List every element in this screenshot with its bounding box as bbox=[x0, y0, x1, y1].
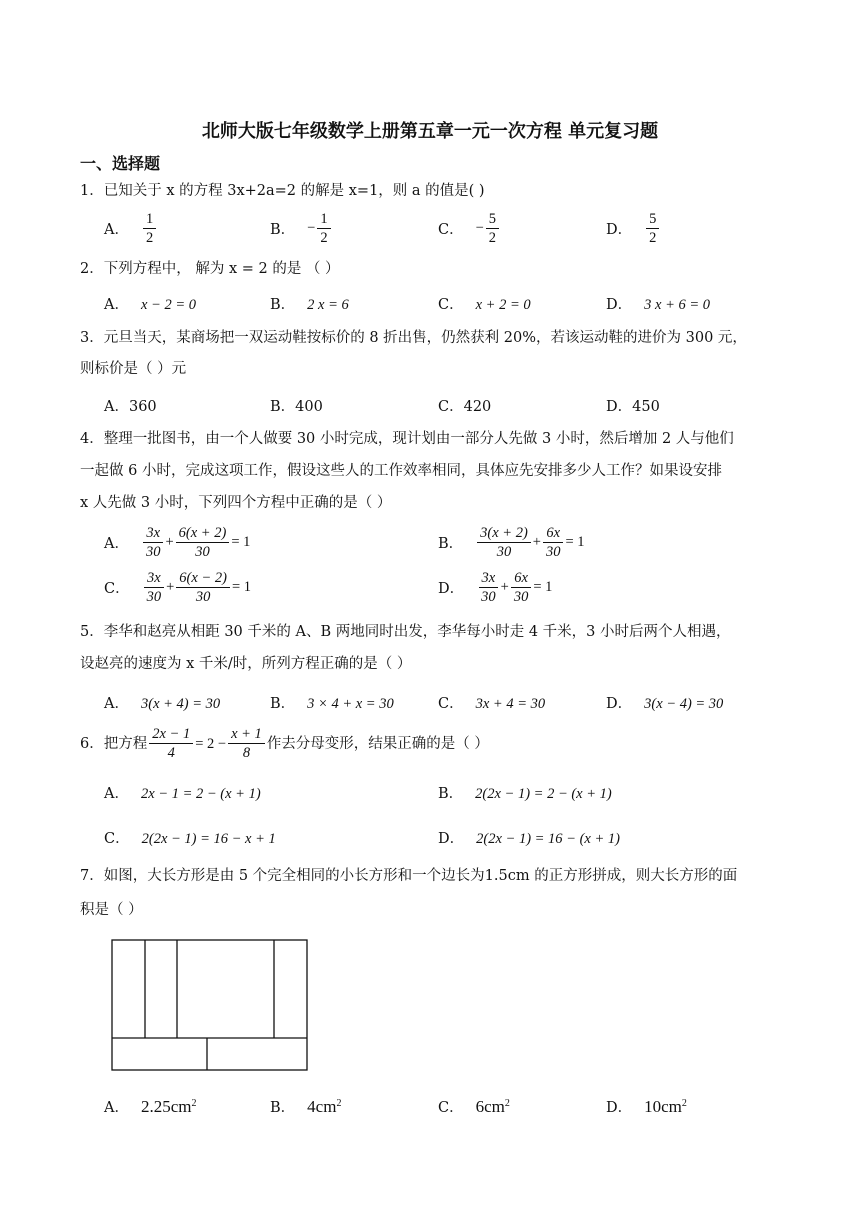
page-title: 北师大版七年级数学上册第五章一元一次方程 单元复习题 bbox=[201, 121, 659, 142]
q1-option-a[interactable] bbox=[104, 210, 158, 247]
q2-option-a[interactable]: A． x − 2 = 0 bbox=[104, 297, 196, 313]
q1-option-d[interactable] bbox=[606, 210, 661, 247]
question-1-stem: 1．已知关于 x 的方程 3x+2a=2 的解是 x=1，则 a 的值是( ) bbox=[80, 183, 485, 199]
q5-option-c[interactable]: C． 3x + 4 = 30 bbox=[438, 696, 546, 712]
minus-sign: − bbox=[307, 220, 316, 236]
q4-option-a[interactable]: A． $\frac{3x}{30}$ + $\frac{6(x + 2)}{30}$ = 1 bbox=[104, 525, 251, 560]
q6-option-c[interactable]: C． 2(2x − 1) = 16 − x + 1 bbox=[104, 831, 276, 847]
question-4-line-1: 4．整理一批图书，由一个人做要 30 小时完成，现计划由一部分人先做 3 小时，然后增加 2 人与他们 bbox=[80, 431, 734, 447]
fraction: $\frac{5}{2}$ bbox=[646, 210, 659, 247]
q1-option-b[interactable] bbox=[270, 210, 333, 247]
fraction: $\frac{1}{2}$ bbox=[143, 210, 156, 247]
q5-option-d[interactable]: D． 3(x − 4) = 30 bbox=[606, 696, 724, 712]
q7-option-d[interactable]: D． $10cm^2$ bbox=[606, 1097, 687, 1116]
outer-rectangle bbox=[112, 940, 307, 1070]
q7-option-c[interactable]: C． $6cm^2$ bbox=[438, 1097, 510, 1116]
q4-option-d[interactable]: D． $\frac{3x}{30}$ + $\frac{6x}{30}$ = 1 bbox=[438, 570, 553, 605]
option-label: B． bbox=[270, 222, 296, 238]
question-2-stem: 2．下列方程中， 解为 x = 2 的是 （ ） bbox=[80, 261, 340, 277]
q3-option-d[interactable]: D．450 bbox=[606, 399, 660, 415]
q5-option-b[interactable]: B． 3 × 4 + x = 30 bbox=[270, 696, 394, 712]
q3-option-c[interactable]: C．420 bbox=[438, 399, 492, 415]
option-label: C． bbox=[438, 222, 464, 238]
q4-option-c[interactable]: C． $\frac{3x}{30}$ + $\frac{6(x - 2)}{30}$ = 1 bbox=[104, 570, 251, 605]
question-4-line-2: 一起做 6 小时，完成这项工作，假设这些人的工作效率相同，具体应先安排多少人工作？如果设安排 bbox=[80, 463, 722, 479]
question-5-line-1: 5．李华和赵亮从相距 30 千米的 A、B 两地同时出发，李华每小时走 4 千米，3 小时后两个人相遇， bbox=[80, 624, 731, 640]
rectangle-figure bbox=[110, 938, 310, 1073]
question-5-line-2: 设赵亮的速度为 x 千米/时，所列方程正确的是（ ） bbox=[80, 656, 412, 672]
q1-option-c[interactable] bbox=[438, 210, 501, 247]
q4-option-b[interactable]: B． $\frac{3(x + 2)}{30}$ + $\frac{6x}{30}$ = 1 bbox=[438, 525, 585, 560]
q6-option-d[interactable]: D． 2(2x − 1) = 16 − (x + 1) bbox=[438, 831, 620, 847]
option-label: A． bbox=[104, 222, 129, 238]
question-4-line-3: x 人先做 3 小时，下列四个方程中正确的是（ ） bbox=[80, 495, 392, 511]
q2-option-d[interactable]: D． 3 x + 6 = 0 bbox=[606, 297, 711, 313]
q2-option-c[interactable]: C． x + 2 = 0 bbox=[438, 297, 531, 313]
question-6-stem: 6．把方程 $\frac{2x - 1}{4}$ = 2 − $\frac{x + 1}{8}$ 作去分母变形，结果正确的是（ ） bbox=[80, 726, 489, 761]
q6-option-a[interactable]: A． 2x − 1 = 2 − (x + 1) bbox=[104, 786, 261, 802]
question-3-line-2: 则标价是（ ）元 bbox=[80, 361, 187, 377]
q7-option-b[interactable]: B． $4cm^2$ bbox=[270, 1097, 342, 1116]
q5-option-a[interactable]: A． 3(x + 4) = 30 bbox=[104, 696, 221, 712]
question-3-line-1: 3．元旦当天，某商场把一双运动鞋按标价的 8 折出售，仍然获利 20%，若该运动鞋的进价为 300 元， bbox=[80, 330, 747, 346]
q6-option-b[interactable]: B． 2(2x − 1) = 2 − (x + 1) bbox=[438, 786, 612, 802]
q3-option-a[interactable]: A．360 bbox=[104, 399, 157, 415]
q3-option-b[interactable]: B．400 bbox=[270, 399, 323, 415]
q7-option-a[interactable]: A． $2.25cm^2$ bbox=[104, 1097, 197, 1116]
q2-option-b[interactable]: B． 2 x = 6 bbox=[270, 297, 349, 313]
option-label: D． bbox=[606, 222, 633, 238]
fraction: $\frac{5}{2}$ bbox=[486, 210, 499, 247]
fraction: $\frac{1}{2}$ bbox=[317, 210, 330, 247]
question-7-line-1: 7．如图，大长方形是由 5 个完全相同的小长方形和一个边长为1.5cm 的正方形拼成，则大长方形的面 bbox=[80, 868, 738, 884]
minus-sign: − bbox=[475, 220, 484, 236]
question-7-line-2: 积是（ ） bbox=[80, 902, 143, 918]
section-heading: 一、选择题 bbox=[80, 154, 161, 173]
